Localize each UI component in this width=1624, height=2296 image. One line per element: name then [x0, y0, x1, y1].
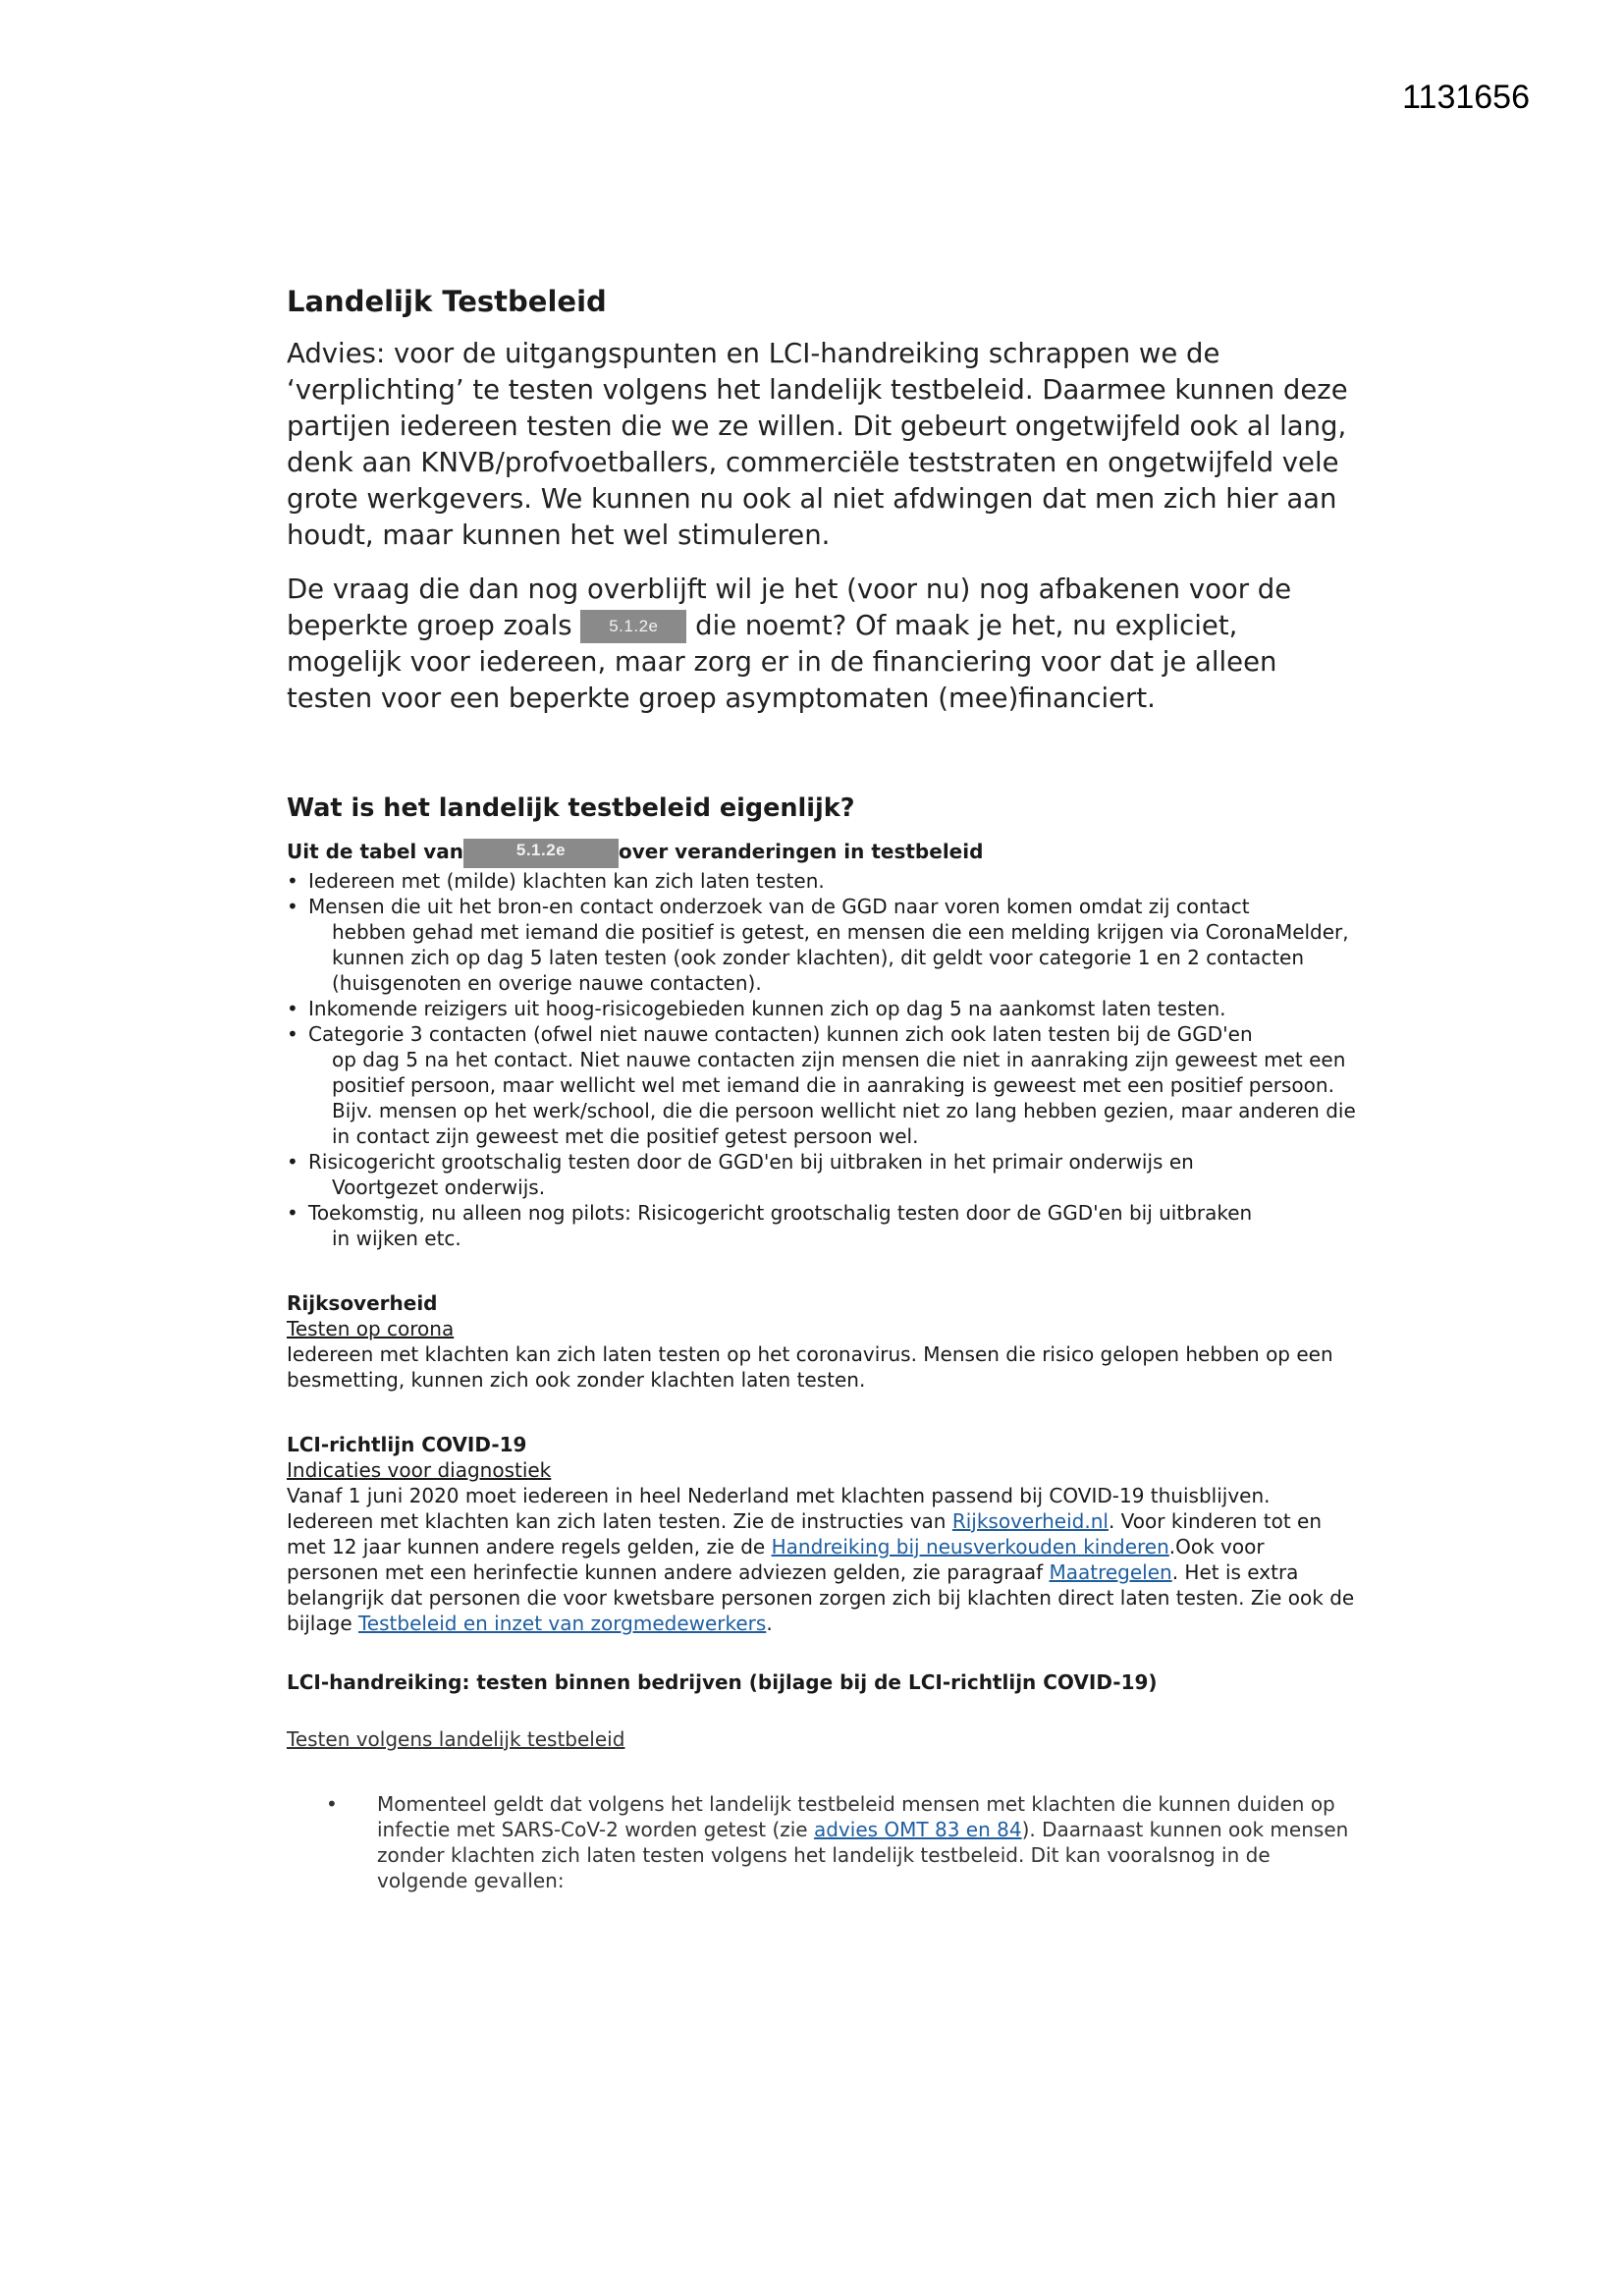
table-heading-b: over veranderingen in testbeleid	[619, 840, 984, 863]
policy-summary	[287, 839, 1357, 1893]
list-item-continuation: hebben gehad met iemand die positief is getest, en mensen die een melding krijgen via CoronaMelder, kunnen zich op dag 5 laten testen (ook zonder klachten), dit geldt voor categorie 1 en 2 contacten (huisgenoten en overige nauwe contacten).	[332, 920, 1349, 995]
document-body	[287, 285, 1357, 1893]
list-item-continuation: Voortgezet onderwijs.	[332, 1175, 546, 1199]
question-text-a: De vraag die dan nog overblijft wil je het (voor nu) nog afbakenen voor de beperkte groep zoals	[287, 574, 1292, 641]
lci-handreiking-title: LCI-handreiking: testen binnen bedrijven (bijlage bij de LCI-richtlijn COVID-19)	[287, 1670, 1158, 1694]
rijksoverheid-title: Rijksoverheid	[287, 1291, 438, 1315]
bullet-icon: •	[287, 869, 298, 893]
list-item	[287, 894, 1357, 996]
list-item-continuation: in wijken etc.	[332, 1227, 461, 1250]
list-item-text: Risicogericht grootschalig testen door de GGD'en bij uitbraken in het primair onderwijs en	[308, 1150, 1194, 1174]
testbeleid-zorgmedewerkers-link[interactable]: Testbeleid en inzet van zorgmedewerkers	[357, 1612, 767, 1635]
indicaties-subtitle[interactable]: Indicaties voor diagnostiek	[287, 1458, 552, 1482]
list-item	[287, 1021, 1357, 1149]
lci-text-part: . Voor kinderen tot en met 12 jaar kunnen andere regels gelden, zie de	[287, 1509, 1323, 1558]
page-number: 1131656	[1402, 79, 1530, 116]
policy-bullet-list	[287, 868, 1357, 1251]
section-title-what-is: Wat is het landelijk testbeleid eigenlijk?	[287, 793, 855, 823]
lci-text-part: .	[766, 1612, 773, 1635]
lci-richtlijn-block	[287, 1432, 1357, 1636]
redaction-box: 5.1.2e	[463, 839, 619, 868]
table-heading-a: Uit de tabel van	[287, 840, 463, 863]
lci-richtlijn-title: LCI-richtlijn COVID-19	[287, 1433, 527, 1456]
testen-op-corona-link[interactable]: Testen op corona	[287, 1317, 455, 1340]
list-item	[322, 1791, 1357, 1893]
section-title-testbeleid: Landelijk Testbeleid	[287, 285, 607, 318]
testen-volgens-landelijk-link[interactable]: Testen volgens landelijk testbeleid	[287, 1727, 625, 1751]
rijksoverheid-block	[287, 1290, 1357, 1393]
list-item-text: Iedereen met (milde) klachten kan zich laten testen.	[308, 869, 825, 893]
lci-text-part: Vanaf 1 juni 2020 moet iedereen in heel Nederland met klachten passend bij COVID-19 thuisblijven. Iedereen met klachten kan zich laten testen. Zie de instructies van	[287, 1484, 1271, 1533]
handreiking-link[interactable]: Handreiking bij neusverkouden kinderen	[771, 1535, 1169, 1558]
list-item	[287, 1149, 1357, 1200]
bullet-icon: •	[326, 1792, 338, 1816]
bullet-icon: •	[287, 1022, 298, 1046]
intro-paragraphs	[287, 336, 1357, 717]
list-item	[287, 996, 1357, 1021]
bullet-icon: •	[287, 997, 298, 1020]
list-item-text: Inkomende reizigers uit hoog-risicogebieden kunnen zich op dag 5 na aankomst laten testen.	[308, 997, 1226, 1020]
bullet-icon: •	[287, 895, 298, 918]
bullet-icon: •	[287, 1201, 298, 1225]
lci-text-part: . Het is extra belangrijk dat personen die voor kwetsbare personen zorgen zich bij klachten direct laten testen. Zie ook de bijlage	[287, 1560, 1355, 1635]
bullet-icon: •	[287, 1150, 298, 1174]
handreiking-list	[287, 1791, 1357, 1893]
list-item-text: Categorie 3 contacten (ofwel niet nauwe contacten) kunnen zich ook laten testen bij de GGD'en	[308, 1022, 1253, 1046]
lci-richtlijn-text	[287, 1483, 1357, 1636]
lci-text-part: .Ook voor personen met een herinfectie kunnen andere adviezen gelden, zie paragraaf	[287, 1535, 1265, 1584]
redaction-box: 5.1.2e	[580, 610, 686, 643]
question-paragraph	[287, 572, 1357, 717]
list-item	[287, 868, 1357, 894]
rijksoverheid-link[interactable]: Rijksoverheid.nl	[951, 1509, 1109, 1533]
list-item-text: Toekomstig, nu alleen nog pilots: Risicogericht grootschalig testen door de GGD'en bij uitbraken	[308, 1201, 1253, 1225]
rijksoverheid-text: Iedereen met klachten kan zich laten testen op het coronavirus. Mensen die risico gelopen hebben op een besmetting, kunnen zich ook zonder klachten laten testen.	[287, 1342, 1333, 1392]
list-item-text: Mensen die uit het bron-en contact onderzoek van de GGD naar voren komen omdat zij contact	[308, 895, 1250, 918]
advies-omt-link[interactable]: advies OMT 83 en 84	[813, 1818, 1022, 1841]
list-item-text: ). Daarnaast kunnen ook mensen zonder klachten zich laten testen volgens het landelijk testbeleid. Dit kan vooralsnog in de volgende gevallen:	[377, 1818, 1349, 1892]
list-item-continuation: op dag 5 na het contact. Niet nauwe contacten zijn mensen die niet in aanraking zijn geweest met een positief persoon, maar wellicht wel met iemand die in aanraking is geweest met een positief persoon. Bijv. mensen op het werk/school, die die persoon wellicht niet zo lang hebben gezien, maar anderen die in contact zijn geweest met die positief getest persoon wel.	[332, 1048, 1356, 1148]
maatregelen-link[interactable]: Maatregelen	[1049, 1560, 1172, 1584]
list-item-text: Momenteel geldt dat volgens het landelijk testbeleid mensen met klachten die kunnen duiden op infectie met SARS-CoV-2 worden getest (zie	[377, 1792, 1335, 1841]
table-heading	[287, 839, 1357, 868]
question-text-b: die noemt? Of maak je het, nu expliciet, mogelijk voor iedereen, maar zorg er in de financiering voor dat je alleen testen voor een beperkte groep asymptomaten (mee)financiert.	[287, 610, 1277, 714]
advice-paragraph: Advies: voor de uitgangspunten en LCI-handreiking schrappen we de ‘verplichting’ te testen volgens het landelijk testbeleid. Daarmee kunnen deze partijen iedereen testen die we ze willen. Dit gebeurt ongetwijfeld ook al lang, denk aan KNVB/profvoetballers, commerciële teststraten en ongetwijfeld vele grote werkgevers. We kunnen nu ook al niet afdwingen dat men zich hier aan houdt, maar kunnen het wel stimuleren.	[287, 338, 1348, 551]
list-item	[287, 1200, 1357, 1251]
